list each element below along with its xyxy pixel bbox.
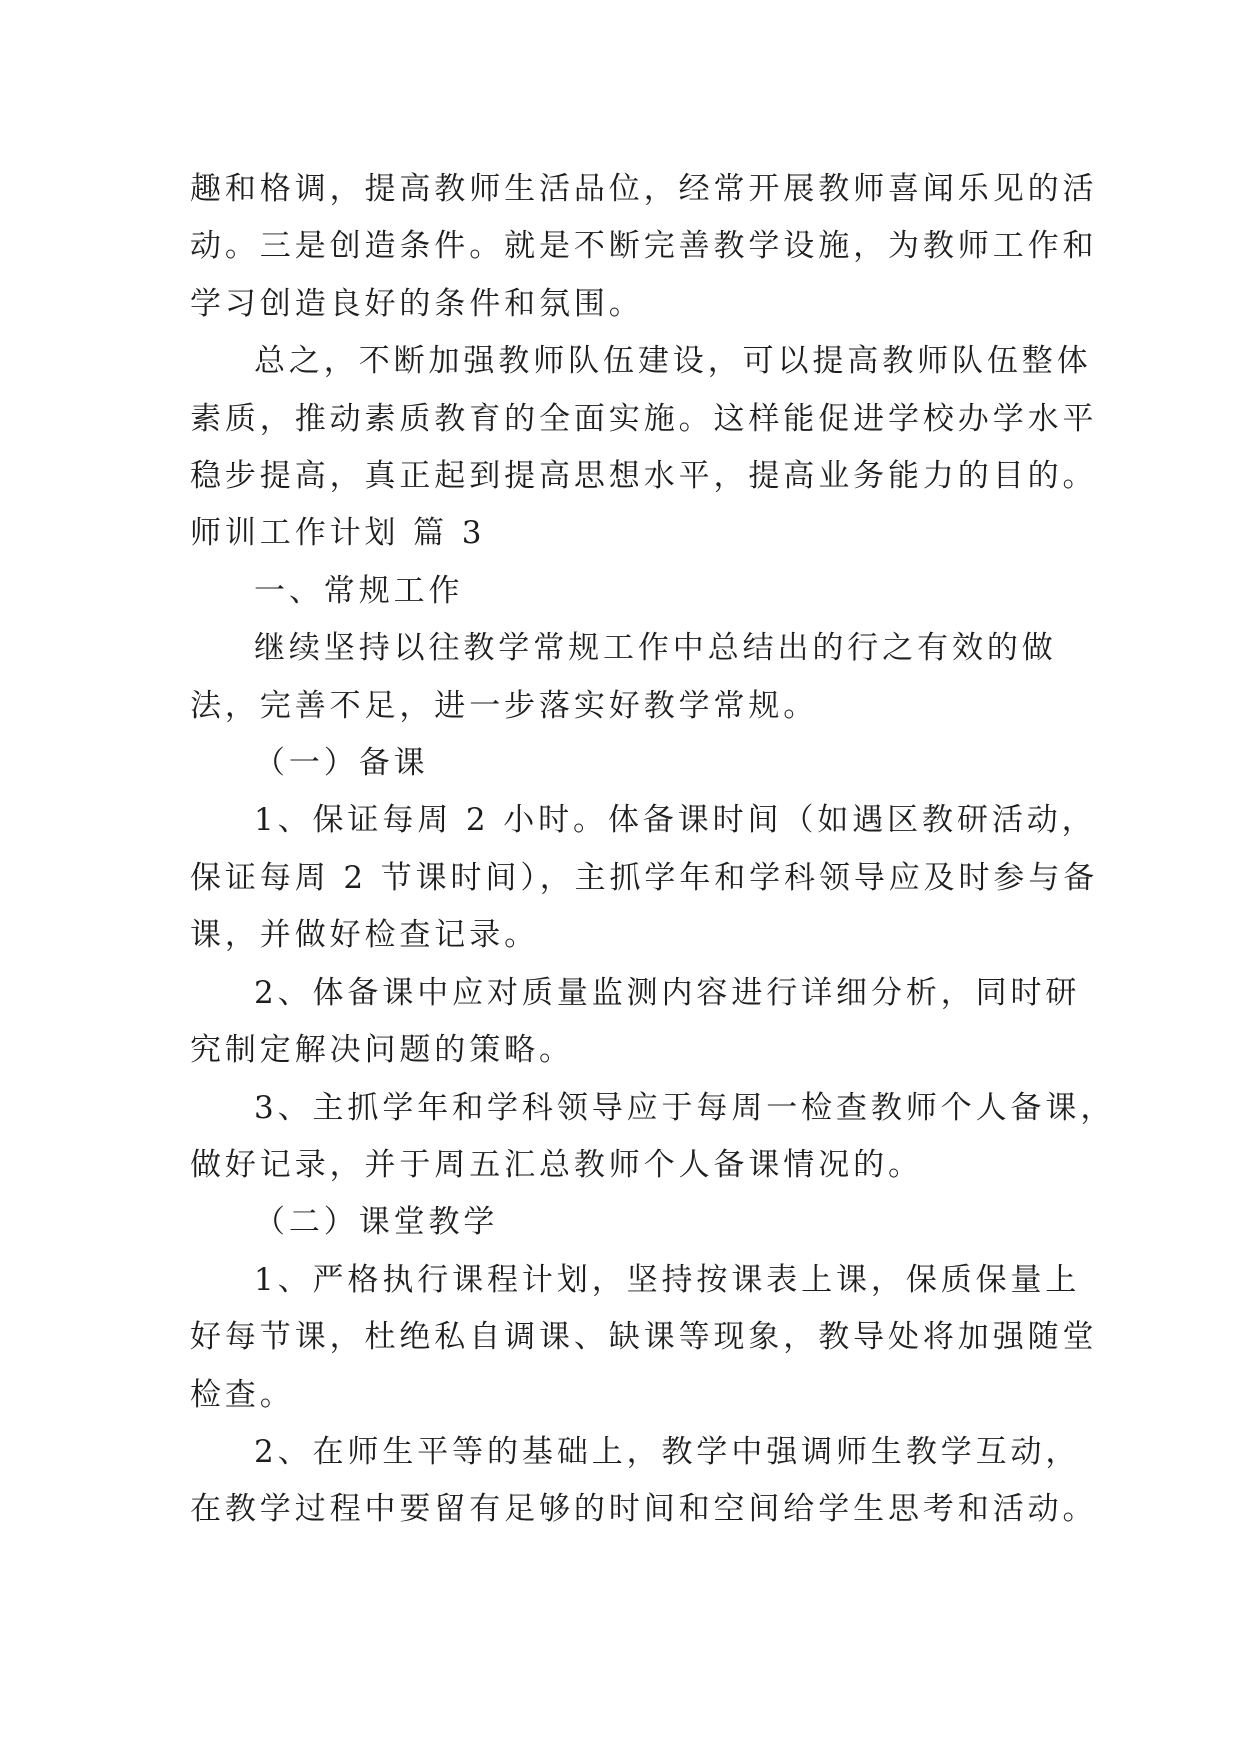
- paragraph-line: 一、常规工作: [254, 572, 464, 609]
- paragraph-line: （二）课堂教学: [254, 1204, 499, 1241]
- paragraph-line: （一）备课: [254, 745, 429, 782]
- paragraph-line: 做好记录，并于周五汇总教师个人备课情况的。: [190, 1146, 923, 1183]
- section-heading: 师训工作计划 篇 3: [190, 515, 486, 552]
- paragraph-line: 素质，推动素质教育的全面实施。这样能促进学校办学水平: [190, 400, 1098, 437]
- paragraph-line: 检查。: [190, 1376, 295, 1413]
- paragraph-line: 动。三是创造条件。就是不断完善教学设施，为教师工作和: [190, 228, 1098, 265]
- paragraph-line: 好每节课，杜绝私自调课、缺课等现象，教导处将加强随堂: [190, 1319, 1098, 1356]
- paragraph-line: 总之，不断加强教师队伍建设，可以提高教师队伍整体: [254, 343, 1092, 380]
- paragraph-line: 2、在师生平等的基础上，教学中强调师生教学互动，: [254, 1433, 1081, 1470]
- paragraph-line: 3、主抓学年和学科领导应于每周一检查教师个人备课，: [254, 1089, 1116, 1126]
- paragraph-line: 在教学过程中要留有足够的时间和空间给学生思考和活动。: [190, 1491, 1098, 1528]
- paragraph-line: 1、保证每周 2 小时。体备课时间（如遇区教研活动，: [254, 802, 1097, 839]
- paragraph-line: 学习创造良好的条件和氛围。: [190, 285, 644, 322]
- paragraph-line: 课，并做好检查记录。: [190, 917, 539, 954]
- document-page: [190, 161, 1116, 1539]
- paragraph-line: 2、体备课中应对质量监测内容进行详细分析，同时研: [254, 974, 1081, 1011]
- paragraph-line: 法，完善不足，进一步落实好教学常规。: [190, 687, 819, 724]
- paragraph-line: 保证每周 2 节课时间），主抓学年和学科领导应及时参与备: [190, 859, 1099, 896]
- paragraph-line: 1、严格执行课程计划，坚持按课表上课，保质保量上: [254, 1261, 1081, 1298]
- paragraph-line: 稳步提高，真正起到提高思想水平，提高业务能力的目的。: [190, 458, 1098, 495]
- paragraph-line: 趣和格调，提高教师生活品位，经常开展教师喜闻乐见的活: [190, 171, 1098, 207]
- paragraph-line: 究制定解决问题的策略。: [190, 1032, 574, 1069]
- paragraph-line: 继续坚持以往教学常规工作中总结出的行之有效的做: [254, 630, 1057, 667]
